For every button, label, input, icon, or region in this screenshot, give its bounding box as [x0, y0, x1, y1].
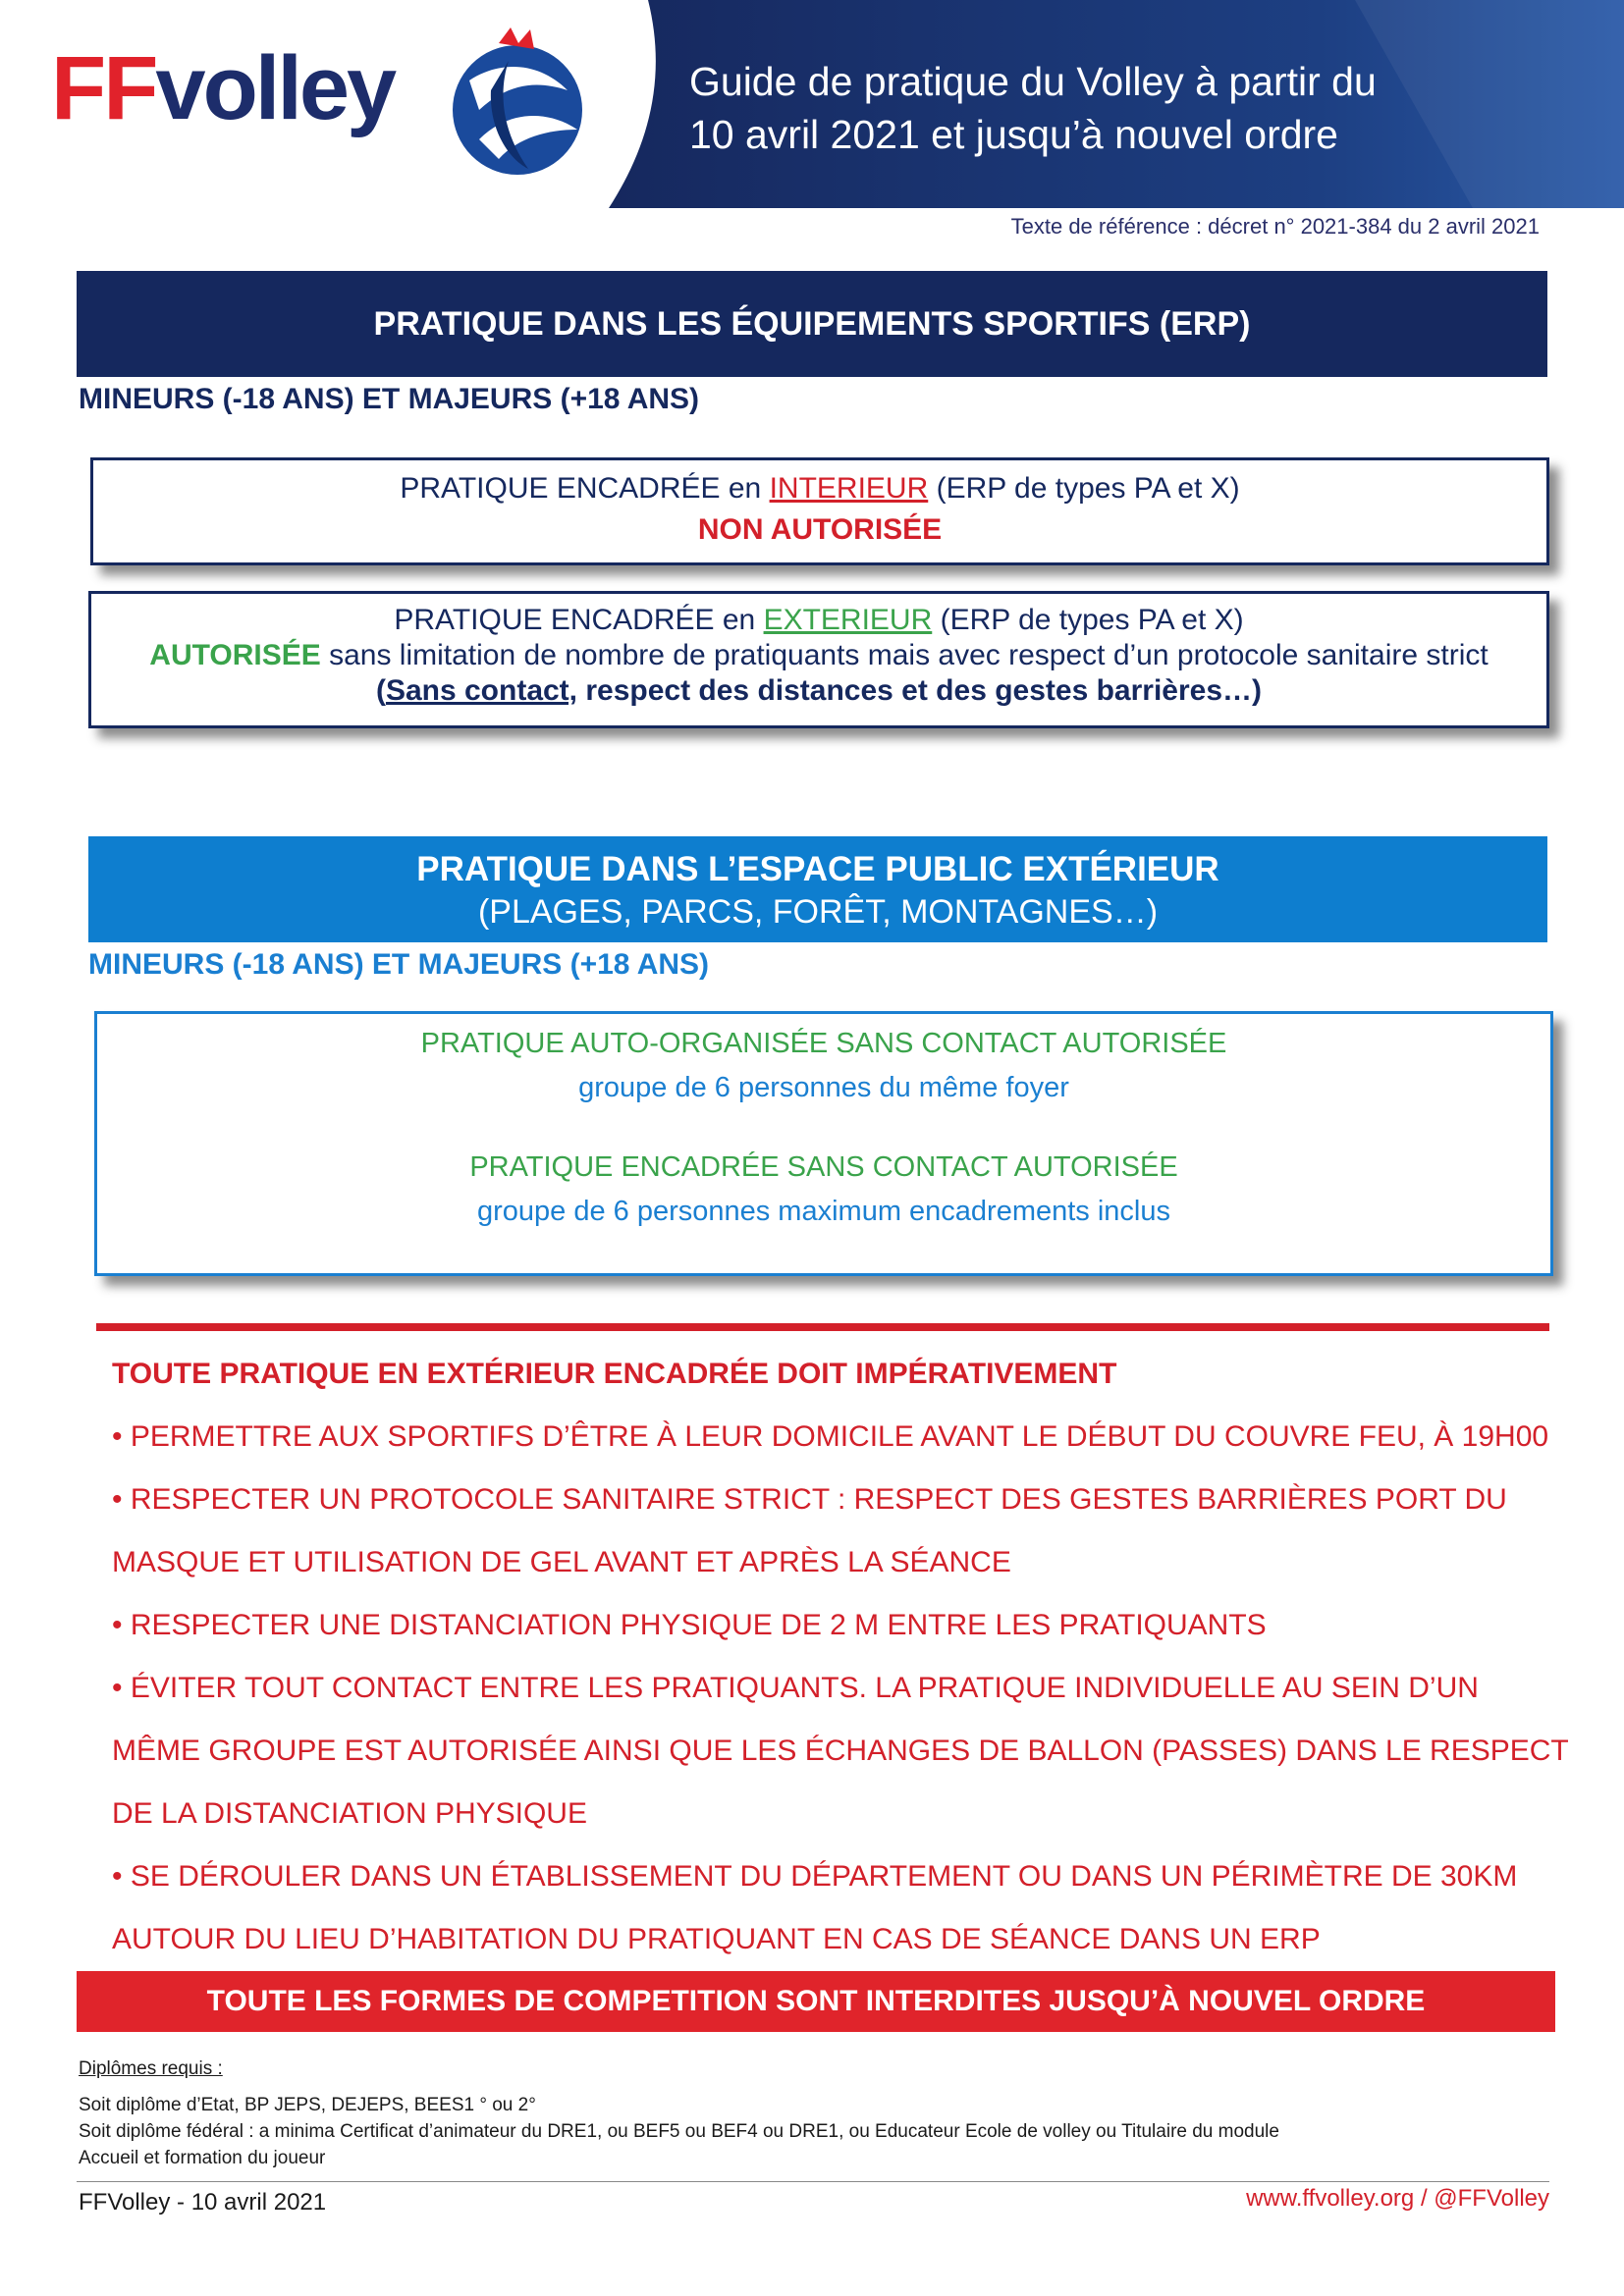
indoor-suffix: (ERP de types PA et X) — [928, 472, 1240, 505]
outdoor-status-line — [91, 639, 1546, 672]
self-organised-group: groupe de 6 personnes du même foyer — [578, 1072, 1069, 1103]
outdoor-note — [91, 674, 1546, 708]
outdoor-suffix: (ERP de types PA et X) — [932, 604, 1244, 636]
logo-volley-text: volley — [155, 38, 395, 138]
diploma-note-line: Soit diplôme d’Etat, BP JEPS, DEJEPS, BEES1 ° ou 2° — [79, 2095, 536, 2115]
section-erp-header: PRATIQUE DANS LES ÉQUIPEMENTS SPORTIFS (ERP) — [77, 271, 1547, 377]
rule-line: • PERMETTRE AUX SPORTIFS D’ÊTRE À LEUR DOMICILE AVANT LE DÉBUT DU COUVRE FEU, À 19H00 — [112, 1420, 1549, 1453]
indoor-status: NON AUTORISÉE — [697, 513, 943, 546]
outdoor-status: AUTORISÉE — [149, 639, 321, 671]
rules-list — [112, 1343, 1569, 1971]
outdoor-prefix: PRATIQUE ENCADRÉE en — [394, 604, 764, 636]
guide-title-line2: 10 avril 2021 et jusqu’à nouvel ordre — [689, 112, 1338, 157]
supervised-group: groupe de 6 personnes maximum encadrements inclus — [476, 1196, 1171, 1227]
indoor-practice-line — [93, 472, 1546, 506]
diploma-notes — [79, 2056, 1551, 2171]
self-organised-line: PRATIQUE AUTO-ORGANISÉE SANS CONTACT AUTORISÉE — [420, 1028, 1227, 1059]
outdoor-practice-line — [91, 604, 1546, 637]
volleyball-rooster-icon — [440, 22, 595, 179]
rule-line: • SE DÉROULER DANS UN ÉTABLISSEMENT DU DÉPARTEMENT OU DANS UN PÉRIMÈTRE DE 30KM — [112, 1860, 1518, 1893]
section-public-space-header — [88, 836, 1547, 942]
indoor-practice-box — [90, 457, 1549, 565]
rule-line: DE LA DISTANCIATION PHYSIQUE — [112, 1797, 587, 1830]
footer-divider — [77, 2181, 1549, 2182]
competition-banner: TOUTE LES FORMES DE COMPETITION SONT INTERDITES JUSQU’À NOUVEL ORDRE — [77, 1971, 1555, 2032]
outdoor-note-underlined: Sans contact, — [385, 674, 578, 707]
footer-date: FFVolley - 10 avril 2021 — [79, 2189, 327, 2216]
diploma-note-line: Accueil et formation du joueur — [79, 2148, 326, 2168]
reference-text: Texte de référence : décret n° 2021-384 du 2 avril 2021 — [1010, 214, 1540, 239]
section-public-space-audience: MINEURS (-18 ANS) ET MAJEURS (+18 ANS) — [88, 948, 710, 981]
section-public-space-subtitle: (PLAGES, PARCS, FORÊT, MONTAGNES…) — [477, 893, 1159, 931]
diploma-notes-title: Diplômes requis : — [79, 2058, 223, 2079]
rule-line: MASQUE ET UTILISATION DE GEL AVANT ET APRÈS LA SÉANCE — [112, 1546, 1011, 1578]
supervised-line: PRATIQUE ENCADRÉE SANS CONTACT AUTORISÉE — [469, 1151, 1178, 1183]
outdoor-place: EXTERIEUR — [763, 604, 933, 636]
rule-line: AUTOUR DU LIEU D’HABITATION DU PRATIQUANT EN CAS DE SÉANCE DANS UN ERP — [112, 1923, 1321, 1955]
guide-title — [689, 55, 1573, 161]
public-space-box — [94, 1011, 1553, 1276]
outdoor-detail: sans limitation de nombre de pratiquants mais avec respect d’un protocole sanitaire strict — [320, 639, 1489, 671]
ffvolley-logo — [51, 39, 394, 137]
logo-ff-text: FF — [51, 38, 156, 138]
outdoor-note-open: ( — [375, 674, 386, 707]
rule-line: • RESPECTER UNE DISTANCIATION PHYSIQUE DE 2 M ENTRE LES PRATIQUANTS — [112, 1609, 1267, 1641]
section-erp-audience: MINEURS (-18 ANS) ET MAJEURS (+18 ANS) — [79, 383, 700, 415]
outdoor-note-rest: respect des distances et des gestes barrières…) — [577, 674, 1263, 707]
guide-title-line1: Guide de pratique du Volley à partir du — [689, 59, 1377, 104]
rule-line: • ÉVITER TOUT CONTACT ENTRE LES PRATIQUANTS. LA PRATIQUE INDIVIDUELLE AU SEIN D’UN — [112, 1672, 1479, 1704]
rules-divider — [96, 1323, 1549, 1331]
section-public-space-title: PRATIQUE DANS L’ESPACE PUBLIC EXTÉRIEUR — [416, 850, 1219, 888]
rule-line: MÊME GROUPE EST AUTORISÉE AINSI QUE LES ÉCHANGES DE BALLON (PASSES) DANS LE RESPECT — [112, 1735, 1569, 1767]
diploma-note-line: Soit diplôme fédéral : a minima Certificat d’animateur du DRE1, ou BEF5 ou BEF4 ou DRE1, ou Educateur Ecole de volley ou Titulaire du module — [79, 2121, 1279, 2142]
indoor-prefix: PRATIQUE ENCADRÉE en — [400, 472, 770, 505]
outdoor-practice-box — [88, 591, 1549, 728]
rule-line: • RESPECTER UN PROTOCOLE SANITAIRE STRICT : RESPECT DES GESTES BARRIÈRES PORT DU — [112, 1483, 1507, 1516]
indoor-place: INTERIEUR — [769, 472, 929, 505]
rules-heading: TOUTE PRATIQUE EN EXTÉRIEUR ENCADRÉE DOIT IMPÉRATIVEMENT — [112, 1358, 1117, 1390]
footer-website-link[interactable]: www.ffvolley.org / @FFVolley — [1246, 2185, 1549, 2212]
